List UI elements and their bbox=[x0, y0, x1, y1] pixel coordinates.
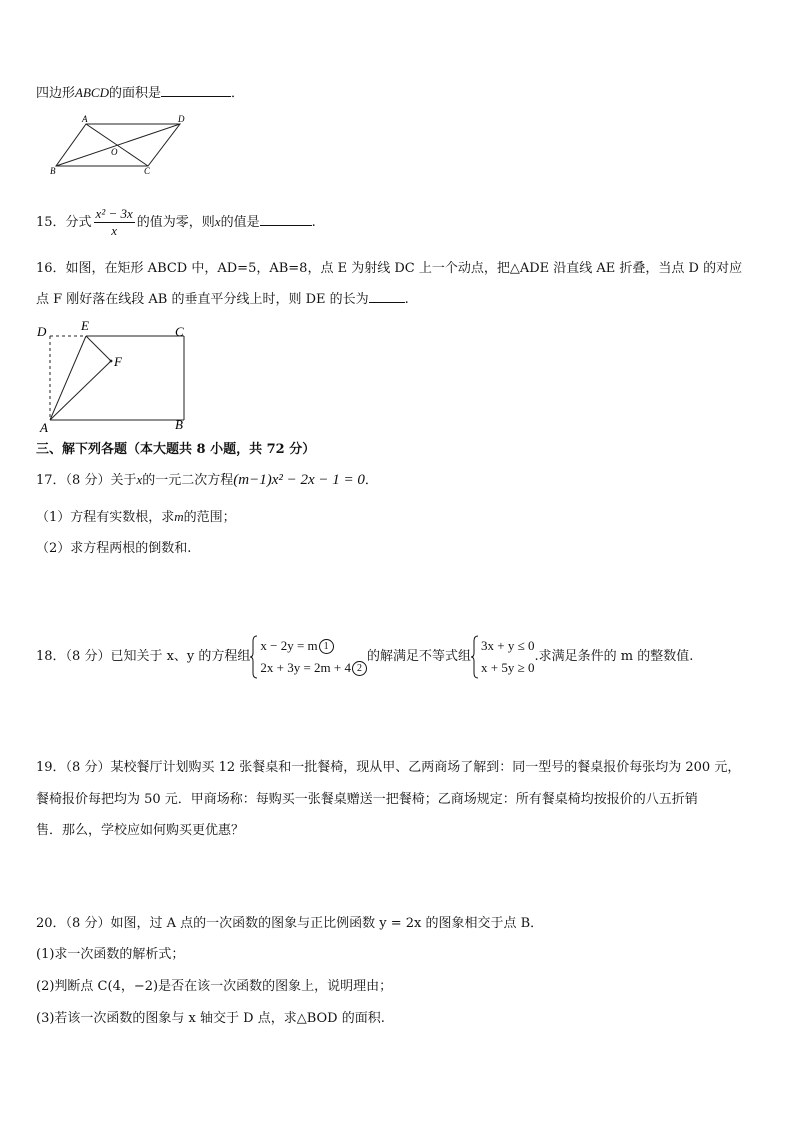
left-brace-icon bbox=[471, 635, 479, 679]
q18-eq2: 2x + 3y = 2m + 4 bbox=[260, 659, 351, 675]
q14-prefix: 四边形 bbox=[36, 86, 76, 101]
q14-end: ． bbox=[230, 86, 244, 101]
q17-sub1-pre: （1）方程有实数根，求 bbox=[36, 510, 175, 525]
q14-answer-blank[interactable] bbox=[161, 82, 231, 97]
q15-tail: 的值是 bbox=[220, 215, 260, 230]
fig1-label-B: B bbox=[50, 166, 56, 176]
q20-sub3: (3)若该一次函数的图象与 x 轴交于 D 点，求△BOD 的面积. bbox=[36, 1011, 385, 1026]
left-brace-icon bbox=[250, 635, 258, 679]
q15-answer-blank[interactable] bbox=[260, 211, 312, 226]
q18 bbox=[36, 632, 693, 682]
fig1-label-C: C bbox=[144, 166, 151, 176]
q18-ineq1: 3x + y ≤ 0 bbox=[481, 637, 535, 653]
q18-ineq2: x + 5y ≥ 0 bbox=[481, 659, 535, 675]
q16-line2-text: 点 F 刚好落在线段 AB 的垂直平分线上时，则 DE 的长为 bbox=[36, 292, 369, 307]
q14-suffix: 的面积是 bbox=[108, 86, 161, 101]
q20-sub2: (2)判断点 C(4，−2)是否在该一次函数的图象上，说明理由； bbox=[36, 979, 393, 994]
fig2-label-B: B bbox=[175, 417, 183, 432]
parallelogram-figure bbox=[44, 112, 194, 180]
q19-line2: 餐椅报价每把均为 50 元．甲商场称：每购买一张餐桌赠送一把餐椅；乙商场规定：所有餐桌椅均按报价的八五折销 bbox=[36, 792, 698, 807]
q18-inequality-system bbox=[471, 635, 534, 679]
q17-head: 17．（8 分）关于 bbox=[36, 473, 137, 488]
q17 bbox=[36, 470, 378, 491]
q18-eq1-mark: 1 bbox=[319, 639, 334, 654]
q17-sub1-var: m bbox=[174, 509, 184, 524]
q15-number: 15．分式 bbox=[36, 215, 92, 230]
rectangle-fold-figure bbox=[34, 318, 194, 434]
q18-eq2-mark: 2 bbox=[352, 661, 367, 676]
q20-sub1: (1)求一次函数的解析式； bbox=[36, 947, 185, 962]
q16-line2 bbox=[36, 288, 409, 310]
q17-sub1-post: 的范围； bbox=[183, 510, 236, 525]
q17-mid: 的一元二次方程 bbox=[142, 473, 234, 488]
fig1-label-A: A bbox=[82, 114, 88, 124]
q19-line1: 19．（8 分）某校餐厅计划购买 12 张餐桌和一批餐椅，现从甲、乙两商场了解到：同一型号的餐桌报价每张均为 200 元， bbox=[36, 760, 741, 775]
q17-equation: (m−1)x² − 2x − 1 = 0 bbox=[233, 472, 365, 488]
q15-end: . bbox=[311, 215, 316, 230]
fig2-label-A: A bbox=[40, 420, 48, 434]
q19-line3: 售．那么，学校应如何购买更优惠？ bbox=[36, 823, 245, 838]
q15-mid: 的值为零，则 bbox=[136, 215, 215, 230]
q16-answer-blank[interactable] bbox=[369, 288, 405, 303]
q15-frac-denominator: x bbox=[111, 223, 118, 238]
q18-tail: .求满足条件的 m 的整数值. bbox=[534, 649, 694, 664]
q17-end: ． bbox=[364, 473, 378, 488]
fig1-label-D: D bbox=[178, 114, 185, 124]
fig2-label-E: E bbox=[81, 318, 89, 333]
q17-sub1 bbox=[36, 507, 236, 528]
fig2-label-C: C bbox=[175, 324, 184, 339]
q18-eq1: x − 2y = m bbox=[260, 637, 318, 653]
fig2-label-D: D bbox=[37, 324, 47, 339]
fig2-label-F: F bbox=[114, 354, 122, 369]
section-3-heading: 三、解下列各题（本大题共 8 小题，共 72 分） bbox=[36, 442, 316, 457]
q17-var: x bbox=[136, 472, 143, 487]
q17-sub2: （2）求方程两根的倒数和. bbox=[36, 541, 192, 556]
q18-head: 18．（8 分）已知关于 x、y 的方程组 bbox=[36, 649, 251, 664]
q18-mid: 的解满足不等式组 bbox=[367, 649, 472, 664]
q14-tail bbox=[36, 82, 244, 104]
q16-line1: 16．如图，在矩形 ABCD 中，AD=5，AB=8，点 E 为射线 DC 上一个动点，把△ADE 沿直线 AE 折叠，当点 D 的对应 bbox=[36, 261, 743, 276]
q15 bbox=[36, 202, 316, 243]
fig1-label-O: O bbox=[111, 147, 118, 157]
q15-var: x bbox=[214, 214, 221, 229]
q15-frac-numerator: x² − 3x bbox=[95, 206, 133, 221]
q18-equation-system bbox=[250, 635, 367, 679]
q16-end: . bbox=[404, 292, 409, 307]
q15-fraction bbox=[94, 206, 135, 239]
q20-line1: 20．（8 分）如图，过 A 点的一次函数的图象与正比例函数 y = 2x 的图象相交于点 B． bbox=[36, 916, 544, 931]
q14-var: ABCD bbox=[75, 85, 109, 100]
